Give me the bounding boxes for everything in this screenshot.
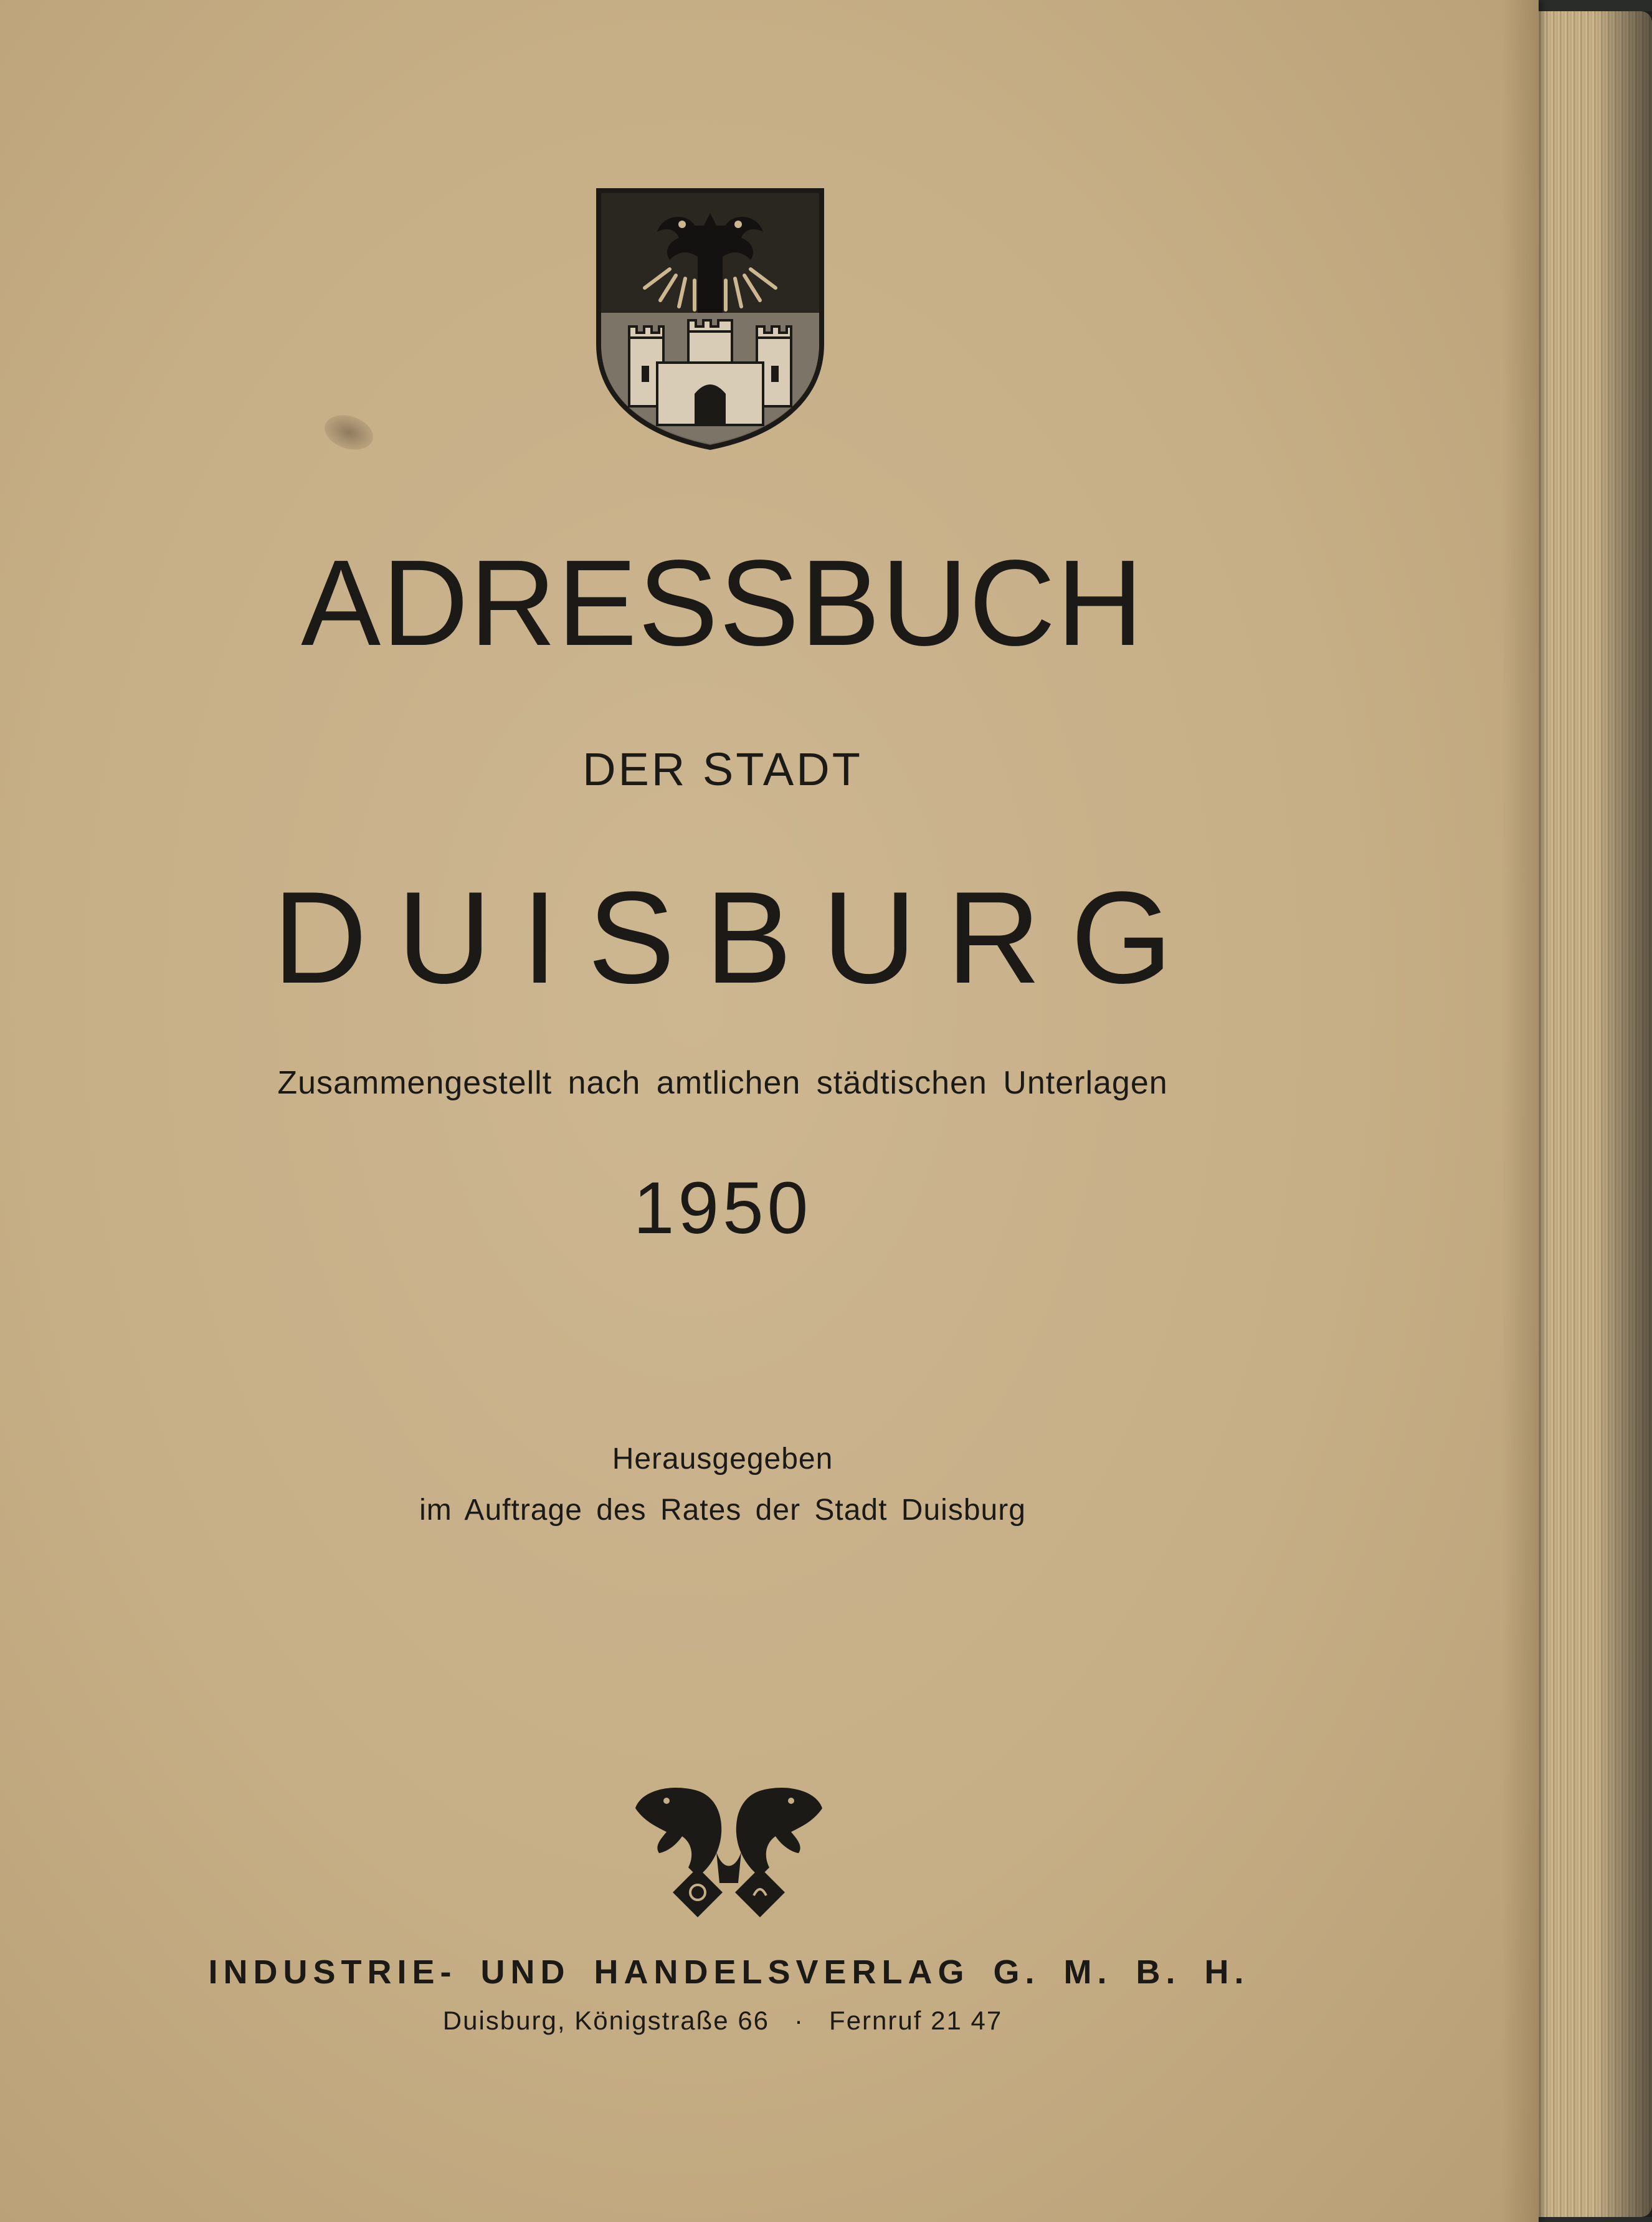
publisher-phone: Fernruf 21 47: [829, 2006, 1003, 2035]
address-separator: ·: [794, 2006, 805, 2035]
publisher-address: [0, 2008, 1445, 2034]
publisher-street: Duisburg, Königstraße 66: [442, 2006, 770, 2035]
page-title: ADRESSBUCH: [301, 535, 1144, 671]
issued-by-line2: im Auftrage des Rates der Stadt Duisburg: [419, 1494, 1026, 1527]
issued-by-line1: Herausgegeben: [612, 1442, 833, 1476]
compiled-note: Zusammengestellt nach amtlichen städtischen Unterlagen: [277, 1065, 1168, 1101]
publisher-logo-icon: [629, 1783, 828, 1919]
paper-stain: [320, 409, 377, 455]
coat-of-arms-icon: [595, 188, 825, 450]
page-stack-shadow: [1595, 11, 1652, 2217]
edition-year: 1950: [633, 1167, 812, 1249]
city-name: DUISBURG: [272, 864, 1203, 1011]
page-subtitle: DER STADT: [582, 743, 863, 795]
publisher-name: INDUSTRIE- UND HANDELSVERLAG G. M. B. H.: [208, 1953, 1250, 1991]
